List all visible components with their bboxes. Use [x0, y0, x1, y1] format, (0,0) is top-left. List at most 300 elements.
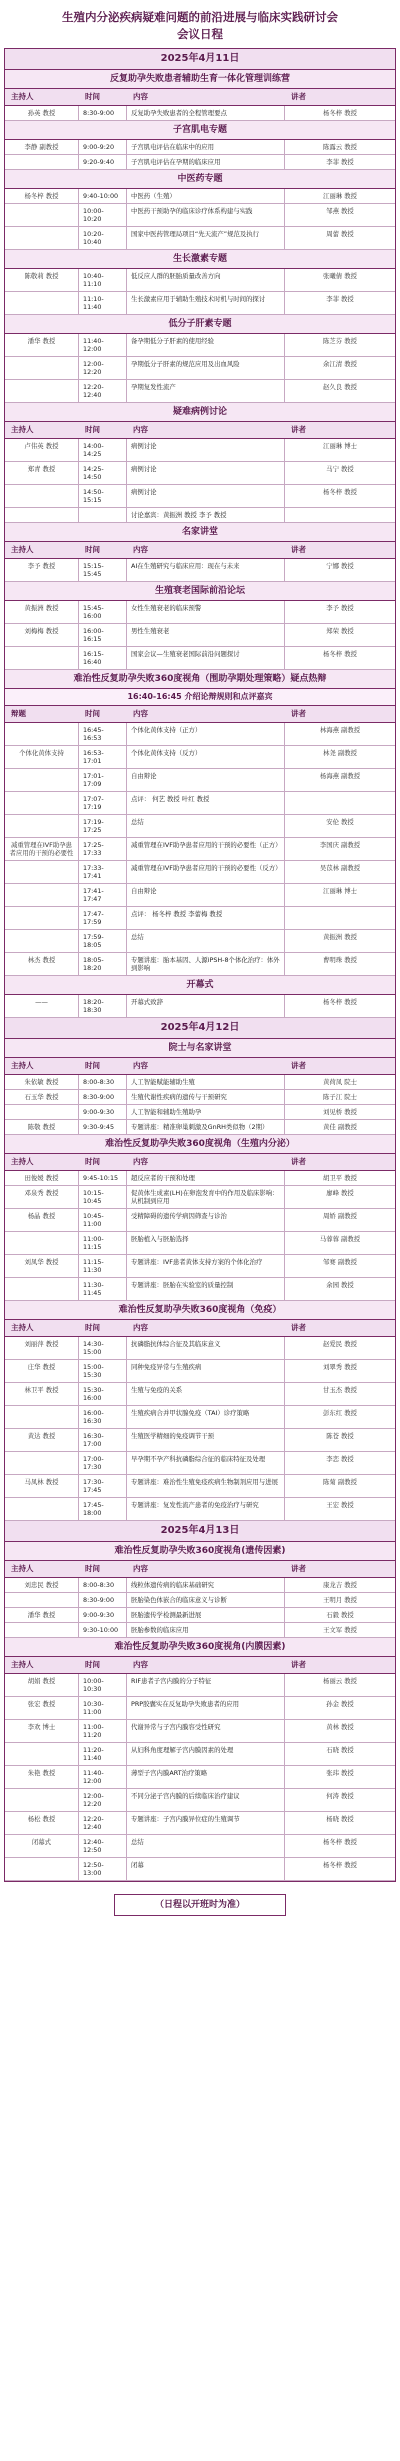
header-speaker: 讲者: [291, 709, 306, 718]
cell-speaker: 杨丽云 教授: [323, 1677, 357, 1685]
cell-speaker: 吴苡林 副教授: [319, 864, 361, 872]
cell-time: 9:40-10:00: [79, 189, 127, 203]
cell-speaker: 余园 教授: [326, 1281, 354, 1289]
cell-topic: 人工智能和辅助生殖助孕: [127, 1105, 285, 1119]
cell-host: 李予 教授: [5, 559, 79, 581]
table-row: [5, 1674, 395, 1697]
header-host: 主持人: [11, 92, 34, 101]
cell-speaker: 王明月 教授: [323, 1596, 357, 1604]
table-row: [5, 746, 395, 769]
cell-host: 李欢 博士: [5, 1720, 79, 1742]
cell-speaker: 何涛 教授: [326, 1792, 354, 1800]
cell-topic: 专题讲座：精准卵巢刺激及GnRH类似物（2期）: [127, 1120, 285, 1134]
table-header: [5, 422, 395, 439]
table-row: [5, 1186, 395, 1209]
agenda-table: [4, 48, 396, 1882]
cell-speaker: 杨晓 教授: [326, 1815, 354, 1823]
cell-time: 12:00-12:20: [79, 357, 127, 379]
section-banner: 难治性反复助孕失败360度视角(内膜因素): [5, 1638, 395, 1657]
cell-time: 16:45-16:53: [79, 723, 127, 745]
cell-speaker: 李菲 教授: [326, 295, 354, 303]
cell-speaker: 陈露云 教授: [323, 143, 357, 151]
cell-topic: 低反应人群的胚胎质量改善方向: [127, 269, 285, 291]
cell-topic: 线粒体遗传病的临床基础研究: [127, 1578, 285, 1592]
cell-time: 14:00-14:25: [79, 439, 127, 461]
cell-topic: 讨论嘉宾：黄振洲 教授 李予 教授: [127, 508, 285, 522]
table-row: [5, 1360, 395, 1383]
cell-topic: 孕期低分子肝素的规范应用及出血风险: [127, 357, 285, 379]
cell-host: [5, 815, 79, 837]
cell-time: 16:53-17:01: [79, 746, 127, 768]
cell-time: 17:25-17:33: [79, 838, 127, 860]
table-row: [5, 1090, 395, 1105]
cell-topic: 受精障碍的遗传学病因筛查与诊治: [127, 1209, 285, 1231]
table-row: [5, 953, 395, 976]
cell-speaker: 石晓 教授: [326, 1746, 354, 1754]
cell-host: [5, 485, 79, 507]
cell-host: 林杰 教授: [5, 953, 79, 975]
header-host: 主持人: [11, 1061, 34, 1070]
section-banner: 难治性反复助孕失败360度视角(遗传因素): [5, 1542, 395, 1561]
header-host: 主持人: [11, 1323, 34, 1332]
cell-speaker: 安伦 教授: [326, 818, 354, 826]
section-banner: 生长激素专题: [5, 250, 395, 269]
cell-host: [5, 647, 79, 669]
header-speaker: 讲者: [291, 1061, 306, 1070]
cell-speaker: 李恋 教授: [326, 1455, 354, 1463]
cell-time: 17:30-17:45: [79, 1475, 127, 1497]
cell-time: 14:50-15:15: [79, 485, 127, 507]
table-row: [5, 1766, 395, 1789]
table-row: [5, 204, 395, 227]
cell-host: 刘丽萍 教授: [5, 1337, 79, 1359]
cell-speaker: 刘见桥 教授: [323, 1108, 357, 1116]
cell-topic: 减重管理在IVF助孕患者应用的干预的必要性（反方）: [127, 861, 285, 883]
header-topic: 内容: [133, 1660, 148, 1669]
table-row: [5, 1452, 395, 1475]
cell-speaker: 张曦倩 教授: [323, 272, 357, 280]
cell-topic: 总结: [127, 815, 285, 837]
header-time: 时间: [85, 425, 100, 434]
table-row: [5, 1120, 395, 1135]
cell-host: [5, 1406, 79, 1428]
cell-speaker: 周蕾 教授: [326, 230, 354, 238]
table-row: [5, 815, 395, 838]
cell-speaker: 王宏 教授: [326, 1501, 354, 1509]
cell-speaker: 江丽琳 博士: [323, 442, 357, 450]
header-host: 主持人: [11, 545, 34, 554]
table-row: [5, 1578, 395, 1593]
cell-host: 闭幕式: [5, 1835, 79, 1857]
cell-topic: 专题讲座：复发性流产患者的免疫治疗与研究: [127, 1498, 285, 1520]
table-row: [5, 1812, 395, 1835]
header-topic: 内容: [133, 709, 148, 718]
cell-host: [5, 930, 79, 952]
cell-speaker: 刘翠秀 教授: [323, 1363, 357, 1371]
cell-host: [5, 1105, 79, 1119]
cell-topic: 早孕期不孕产科抗磷脂综合征的临床特征及处理: [127, 1452, 285, 1474]
header-speaker: 讲者: [291, 425, 306, 434]
cell-speaker: 李国庆 副教授: [319, 841, 361, 849]
header-time: 时间: [85, 1157, 100, 1166]
cell-speaker: 王文军 教授: [323, 1626, 357, 1634]
cell-topic: 备孕期低分子肝素的使用经验: [127, 334, 285, 356]
cell-time: 11:30-11:45: [79, 1278, 127, 1300]
cell-speaker: 郑荣 教授: [326, 627, 354, 635]
cell-host: 黄达 教授: [5, 1429, 79, 1451]
cell-topic: 专题讲座：IVF患者黄体支持方案的个体化治疗: [127, 1255, 285, 1277]
cell-speaker: 马蓉蓉 副教授: [319, 1235, 361, 1243]
cell-topic: PRP胶囊实在反复助孕失败患者的应用: [127, 1697, 285, 1719]
cell-time: 11:40-12:00: [79, 334, 127, 356]
cell-speaker: 杨冬梓 教授: [323, 998, 357, 1006]
cell-speaker: 马宁 教授: [326, 465, 354, 473]
table-row: [5, 559, 395, 582]
header-time: 时间: [85, 1564, 100, 1573]
table-header: [5, 542, 395, 559]
cell-speaker: 黄荷凤 院士: [323, 1078, 357, 1086]
table-row: [5, 907, 395, 930]
cell-host: 刘梅梅 教授: [5, 624, 79, 646]
header-topic: 内容: [133, 1061, 148, 1070]
cell-topic: 自由辩论: [127, 769, 285, 791]
table-row: [5, 1209, 395, 1232]
section-banner: 难治性反复助孕失败360度视角（围助孕期处理策略）疑点热辩: [5, 670, 395, 689]
cell-topic: 女性生殖衰老的临床预警: [127, 601, 285, 623]
header-topic: 内容: [133, 425, 148, 434]
cell-host: [5, 1789, 79, 1811]
table-row: [5, 1789, 395, 1812]
footer-note: （日程以开班时为准）: [114, 1894, 286, 1916]
cell-host: [5, 380, 79, 402]
cell-host: [5, 1278, 79, 1300]
cell-time: 9:00-9:20: [79, 140, 127, 154]
cell-host: [5, 723, 79, 745]
header-speaker: 讲者: [291, 1564, 306, 1573]
cell-host: [5, 792, 79, 814]
cell-host: 黄振洲 教授: [5, 601, 79, 623]
cell-host: [5, 508, 79, 522]
header-topic: 内容: [133, 1323, 148, 1332]
cell-speaker: 江丽琳 教授: [323, 192, 357, 200]
cell-time: 15:45-16:00: [79, 601, 127, 623]
cell-time: 9:45-10:15: [79, 1171, 127, 1185]
cell-host: 郑青 教授: [5, 462, 79, 484]
table-row: [5, 1232, 395, 1255]
header-speaker: 讲者: [291, 545, 306, 554]
table-row: [5, 647, 395, 670]
title-line-1: 生殖内分泌疾病疑难问题的前沿进展与临床实践研讨会: [62, 10, 338, 24]
table-row: [5, 106, 395, 121]
cell-time: 11:00-11:20: [79, 1720, 127, 1742]
cell-topic: 总结: [127, 930, 285, 952]
cell-time: 16:30-17:00: [79, 1429, 127, 1451]
cell-host: 朱依敏 教授: [5, 1075, 79, 1089]
cell-topic: 胚胎染色体嵌合的临床意义与诊断: [127, 1593, 285, 1607]
section-banner: 生殖衰老国际前沿论坛: [5, 582, 395, 601]
cell-topic: 点评： 杨冬梓 教授 李蕾梅 教授: [127, 907, 285, 929]
cell-host: [5, 357, 79, 379]
table-header: [5, 1561, 395, 1578]
cell-time: 8:30-9:00: [79, 106, 127, 120]
table-row: [5, 601, 395, 624]
table-row: [5, 1105, 395, 1120]
cell-topic: 中医药（生殖）: [127, 189, 285, 203]
cell-time: 14:25-14:50: [79, 462, 127, 484]
cell-time: 10:20-10:40: [79, 227, 127, 249]
cell-time: 12:00-12:20: [79, 1789, 127, 1811]
cell-topic: 专题讲座：胚胎在实验室的质量控制: [127, 1278, 285, 1300]
header-speaker: 讲者: [291, 1323, 306, 1332]
cell-speaker: 赵久良 教授: [323, 383, 357, 391]
cell-host: 陈敬莉 教授: [5, 269, 79, 291]
cell-time: 16:00-16:15: [79, 624, 127, 646]
table-row: [5, 861, 395, 884]
cell-time: 16:15-16:40: [79, 647, 127, 669]
table-row: [5, 792, 395, 815]
table-row: [5, 189, 395, 204]
section-banner: 难治性反复助孕失败360度视角（免疫）: [5, 1301, 395, 1320]
header-host: 辩题: [11, 709, 26, 718]
cell-time: 11:15-11:30: [79, 1255, 127, 1277]
header-time: 时间: [85, 1660, 100, 1669]
table-row: [5, 1406, 395, 1429]
cell-topic: 生殖医学精细的免疫调节干预: [127, 1429, 285, 1451]
cell-host: 刘忠民 教授: [5, 1578, 79, 1592]
cell-time: 14:30-15:00: [79, 1337, 127, 1359]
header-host: 主持人: [11, 425, 34, 434]
section-banner: 子宫肌电专题: [5, 121, 395, 140]
table-row: [5, 334, 395, 357]
table-row: [5, 1255, 395, 1278]
cell-time: 11:00-11:15: [79, 1232, 127, 1254]
cell-host: [5, 884, 79, 906]
cell-time: 17:19-17:25: [79, 815, 127, 837]
cell-time: 12:20-12:40: [79, 380, 127, 402]
cell-host: [5, 1232, 79, 1254]
section-banner: 难治性反复助孕失败360度视角（生殖内分泌）: [5, 1135, 395, 1154]
cell-topic: 闭幕: [127, 1858, 285, 1880]
cell-host: [5, 1743, 79, 1765]
cell-host: 孙英 教授: [5, 106, 79, 120]
cell-host: 邓泉秀 教授: [5, 1186, 79, 1208]
cell-topic: 病例讨论: [127, 485, 285, 507]
cell-time: 16:00-16:30: [79, 1406, 127, 1428]
table-row: [5, 624, 395, 647]
cell-host: 胡娟 教授: [5, 1674, 79, 1696]
cell-speaker: 邹赛 副教授: [323, 1258, 357, 1266]
header-time: 时间: [85, 709, 100, 718]
cell-time: 10:30-11:00: [79, 1697, 127, 1719]
day-header: 2025年4月12日: [5, 1018, 395, 1039]
cell-speaker: 孙金 教授: [326, 1700, 354, 1708]
cell-host: [5, 1623, 79, 1637]
cell-speaker: 陈菊 副教授: [323, 1478, 357, 1486]
cell-topic: 生长激素应用于辅助生殖技术时机与时间的探讨: [127, 292, 285, 314]
cell-host: 张宏 教授: [5, 1697, 79, 1719]
cell-time: 17:33-17:41: [79, 861, 127, 883]
table-row: [5, 838, 395, 861]
cell-time: 15:15-15:45: [79, 559, 127, 581]
day-header: 2025年4月13日: [5, 1521, 395, 1542]
table-row: [5, 292, 395, 315]
table-row: [5, 1278, 395, 1301]
table-row: [5, 485, 395, 508]
cell-host: [5, 204, 79, 226]
table-row: [5, 1593, 395, 1608]
table-row: [5, 140, 395, 155]
cell-host: 卢伟英 教授: [5, 439, 79, 461]
header-speaker: 讲者: [291, 1157, 306, 1166]
cell-time: 8:30-9:00: [79, 1090, 127, 1104]
cell-time: 17:41-17:47: [79, 884, 127, 906]
cell-host: [5, 227, 79, 249]
cell-speaker: 黄振洲 教授: [323, 933, 357, 941]
cell-speaker: 张玮 教授: [326, 1769, 354, 1777]
cell-speaker: 杨冬梓 教授: [323, 488, 357, 496]
cell-topic: 减重管理在IVF助孕患者应用的干预的必要性（正方）: [127, 838, 285, 860]
cell-time: 18:20-18:30: [79, 995, 127, 1017]
cell-topic: 专题讲座：子宫内膜异位症的生殖调节: [127, 1812, 285, 1834]
table-row: [5, 1697, 395, 1720]
cell-topic: 薄型子宫内膜ART治疗策略: [127, 1766, 285, 1788]
cell-host: 杨松 教授: [5, 1812, 79, 1834]
cell-time: 17:07-17:19: [79, 792, 127, 814]
header-host: 主持人: [11, 1564, 34, 1573]
cell-time: 17:01-17:09: [79, 769, 127, 791]
table-row: [5, 462, 395, 485]
header-speaker: 讲者: [291, 92, 306, 101]
cell-host: [5, 155, 79, 169]
table-row: [5, 1383, 395, 1406]
cell-topic: 反复助孕失败患者的全程管理要点: [127, 106, 285, 120]
cell-host: [5, 861, 79, 883]
cell-time: 18:05-18:20: [79, 953, 127, 975]
cell-time: 10:00-10:20: [79, 204, 127, 226]
cell-speaker: 李菲 教授: [326, 158, 354, 166]
cell-time: 9:30-9:45: [79, 1120, 127, 1134]
cell-speaker: 杨冬梓 教授: [323, 650, 357, 658]
cell-time: 12:40-12:50: [79, 1835, 127, 1857]
cell-host: [5, 907, 79, 929]
cell-time: 17:45-18:00: [79, 1498, 127, 1520]
table-row: [5, 508, 395, 523]
cell-host: [5, 769, 79, 791]
cell-time: 8:00-8:30: [79, 1075, 127, 1089]
table-row: [5, 1075, 395, 1090]
cell-topic: 代谢异常与子宫内膜容受性研究: [127, 1720, 285, 1742]
cell-topic: 胚胎植入与胚胎选择: [127, 1232, 285, 1254]
table-row: [5, 1171, 395, 1186]
cell-speaker: [285, 792, 395, 814]
table-row: [5, 1623, 395, 1638]
cell-speaker: 甘玉杰 教授: [323, 1386, 357, 1394]
table-row: [5, 155, 395, 170]
cell-time: 9:00-9:30: [79, 1608, 127, 1622]
cell-speaker: 宁娜 教授: [326, 562, 354, 570]
cell-speaker: 康龙吉 教授: [323, 1581, 357, 1589]
table-row: [5, 1498, 395, 1521]
cell-speaker: 赵爱民 教授: [323, 1340, 357, 1348]
table-row: [5, 769, 395, 792]
cell-topic: 子宫肌电评估在临床中的应用: [127, 140, 285, 154]
cell-topic: 总结: [127, 1835, 285, 1857]
table-row: [5, 227, 395, 250]
cell-speaker: 杨海燕 副教授: [319, 772, 361, 780]
cell-time: 10:00-10:30: [79, 1674, 127, 1696]
header-topic: 内容: [133, 545, 148, 554]
table-header: [5, 89, 395, 106]
cell-host: 杨晶 教授: [5, 1209, 79, 1231]
cell-host: [5, 1452, 79, 1474]
cell-speaker: 黄林 教授: [326, 1723, 354, 1731]
cell-host: ——: [5, 995, 79, 1017]
cell-topic: 胚胎遗传学检测最新进展: [127, 1608, 285, 1622]
cell-topic: AI在生殖研究与临床应用：现在与未来: [127, 559, 285, 581]
cell-speaker: 林海燕 副教授: [319, 726, 361, 734]
table-row: [5, 1858, 395, 1881]
cell-time: 10:40-11:10: [79, 269, 127, 291]
table-row: [5, 930, 395, 953]
cell-speaker: 杨冬梓 教授: [323, 1838, 357, 1846]
cell-topic: 开幕式致辞: [127, 995, 285, 1017]
cell-time: 9:30-10:00: [79, 1623, 127, 1637]
section-banner: 低分子肝素专题: [5, 315, 395, 334]
cell-speaker: 陈芝芬 教授: [323, 337, 357, 345]
header-time: 时间: [85, 1061, 100, 1070]
cell-speaker: 黄佳 副教授: [323, 1123, 357, 1131]
cell-topic: 同种免疫异常与生殖疾病: [127, 1360, 285, 1382]
cell-topic: 促黄体生成素(LH)在卵泡发育中的作用及临床影响：从机制到应用: [127, 1186, 285, 1208]
table-row: [5, 1429, 395, 1452]
cell-topic: 中医药干预助孕的临床诊疗体系构建与实践: [127, 204, 285, 226]
cell-speaker: 陈苍 教授: [326, 1432, 354, 1440]
cell-host: 林卫平 教授: [5, 1383, 79, 1405]
table-row: [5, 884, 395, 907]
section-banner: 中医药专题: [5, 170, 395, 189]
cell-speaker: 杨冬梓 教授: [323, 109, 357, 117]
cell-topic: 国家会议—生殖衰老国际前沿问题探讨: [127, 647, 285, 669]
cell-topic: 胚胎参数的临床应用: [127, 1623, 285, 1637]
header-speaker: 讲者: [291, 1660, 306, 1669]
cell-topic: 男性生殖衰老: [127, 624, 285, 646]
cell-topic: 自由辩论: [127, 884, 285, 906]
header-time: 时间: [85, 545, 100, 554]
cell-time: 17:00-17:30: [79, 1452, 127, 1474]
title-line-2: 会议日程: [177, 27, 223, 41]
cell-topic: 超反应者的干预和处理: [127, 1171, 285, 1185]
header-topic: 内容: [133, 92, 148, 101]
cell-speaker: 周娇 副教授: [323, 1212, 357, 1220]
cell-speaker: 陈子江 院士: [323, 1093, 357, 1101]
cell-time: 9:20-9:40: [79, 155, 127, 169]
cell-time: 15:30-16:00: [79, 1383, 127, 1405]
cell-speaker: 胡卫平 教授: [323, 1174, 357, 1182]
cell-topic: 子宫肌电评估在孕期的临床应用: [127, 155, 285, 169]
cell-topic: RIF患者子宫内膜的分子特征: [127, 1674, 285, 1696]
cell-host: 陈敬 教授: [5, 1120, 79, 1134]
cell-topic: 不同分泌子宫内膜的后续临床治疗建议: [127, 1789, 285, 1811]
section-banner: 反复助孕失败患者辅助生育一体化管理训练营: [5, 70, 395, 89]
cell-host: 杨冬梓 教授: [5, 189, 79, 203]
cell-host: 庄华 教授: [5, 1360, 79, 1382]
section-banner: 名家讲堂: [5, 523, 395, 542]
table-header: [5, 706, 395, 723]
cell-host: 个体化黄体支持: [5, 746, 79, 768]
cell-topic: 从妇科角度理解子宫内膜因素的处理: [127, 1743, 285, 1765]
table-row: [5, 380, 395, 403]
cell-speaker: 石毅 教授: [326, 1611, 354, 1619]
